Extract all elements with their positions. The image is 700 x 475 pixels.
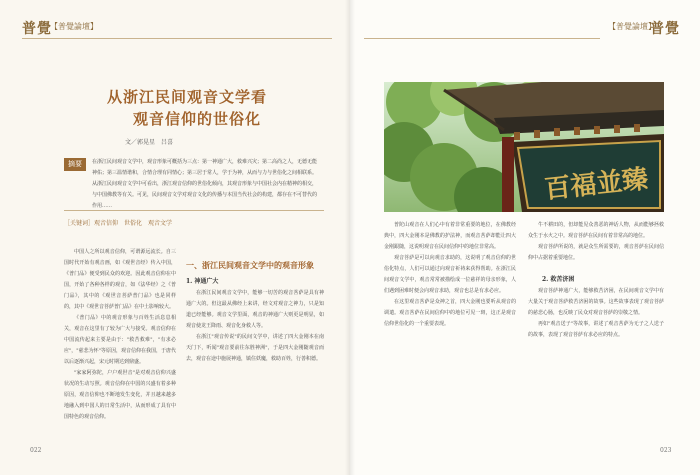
- left-logo: 普覺: [22, 21, 52, 37]
- abstract-divider: [64, 210, 324, 211]
- paragraph: "家家阿弥陀，户户观世音"是对观音信仰兴盛状况的生动写照。观音信仰在中国的兴盛有着多种原因，观音信仰也不断地发生变化，并且越来越多地融入到中国人的日常生活中，从而形成了具有中国特色的观音信仰。: [64, 370, 176, 420]
- paragraph: 牛不耕田的，但却能见众善恶的神话人物，从而能够拯救众生于水火之中。观音菩萨在民间有着非常高的地位。: [528, 222, 664, 239]
- right-column-2-top: [528, 220, 664, 268]
- right-logo: 普覺: [650, 21, 680, 37]
- title-line-1: 从浙江民间观音文学看: [106, 88, 267, 106]
- paragraph: 观音菩萨神通广大，能够救苦济困，在民间观音文学中有大量关于观音菩萨救苦济困的故事。这些故事表现了观音菩萨的慈悲心肠，也反映了民众对观音菩萨的崇敬之情。: [528, 288, 664, 316]
- right-column-2-bottom: [528, 286, 664, 438]
- section-heading: 一、浙江民间观音文学中的观音形象: [186, 260, 314, 270]
- subsection-heading: 2. 救苦济困: [542, 276, 575, 283]
- paragraph: 普陀山观音在人们心中有着非常重要的地位，在佛教经典中，四大金刚本是佛教的护法神，而观音菩萨却能让四大金刚跟随，这说明观音在民间信仰中的地位非常高。: [384, 222, 516, 250]
- author-line: 文／郭晃星 吕喜: [125, 139, 174, 146]
- paragraph: 《普门品》中的观音形象与百姓生活息息相关，观音在这里有了较为广大与接受。观音信仰在中国流传起来主要是由于："救苦救难"，"有求必应"，"慈悲为怀"等原因，观音信仰在我国，于唐代以后逐渐兴起，宋元时期达到鼎盛。: [64, 315, 176, 365]
- left-column-2: [186, 288, 324, 436]
- left-section-label: 【普覺論壇】: [50, 22, 98, 31]
- page-number-left: 022: [30, 447, 42, 454]
- right-page: [350, 0, 700, 475]
- paragraph: 再如"观音送子"等故事，讲述了观音菩萨为无子之人送子的故事，表现了观音菩萨有求必应的特点。: [528, 321, 664, 338]
- paragraph: 在浙江"观音传说"的民间文学中，讲述了四大金刚本在南天门下，听闻"观音要前往东胜神洲"，于是四大金刚随观音而去，观音在途中施展神通，镇住妖魔，救助百姓，行善积德。: [186, 334, 324, 362]
- plaque-text: 百福並臻: [543, 164, 650, 206]
- abstract-label: 摘要: [64, 158, 86, 171]
- paragraph: 中国人之所以观音信仰，可谓源远流长。自三国时代开始有观音画，如《观世音经》传入中国，《普门品》便受到民众的欢迎。因此观音信仰在中国，开始了各种各样的观音，如《法华经》之《普门品》，其中的《观世音菩萨普门品》也是同样的，其中《观世音菩萨普门品》在中土影响较大。: [64, 249, 176, 310]
- left-column-1: [64, 247, 176, 437]
- page-number-right: 023: [660, 447, 672, 454]
- paragraph: 在这里观音菩萨是众神之首，四大金刚也要听从观音的调遣。观音菩萨在民间信仰中的地位可见一斑，这正是观音信仰世俗化的一个重要表现。: [384, 299, 516, 327]
- subsection-heading: 1. 神通广大: [186, 278, 219, 285]
- left-header-rule: [22, 38, 332, 39]
- article-title: [92, 86, 282, 130]
- paragraph: 观音菩萨是可以向观音求助的，这说明了观音信仰的世俗化特点，人们可以通过向观音祈祷来获得帮助。在浙江民间观音文学中，观音常常被描绘成一位慈祥的母亲形象，人们遇到困难时便会向观音求助，观音也总是有求必应。: [384, 255, 516, 294]
- right-section-label: 【普覺論壇】: [608, 22, 656, 31]
- spine-shadow: [345, 0, 355, 475]
- title-line-2: 观音信仰的世俗化: [132, 110, 261, 128]
- paragraph: 观音菩萨所说的，就是众生所需要的，观音菩萨在民间信仰中占据着重要地位。: [528, 244, 664, 261]
- right-column-1: [384, 220, 516, 440]
- temple-plaque-photo: [384, 82, 664, 212]
- paragraph: 在浙江民间观音文学中，能够一切苦的观音菩萨是具有神通广大的。但这最从佛经上来讲，经文对观音之神力，只是知道已经能够。观音文学里面，观音的神通广大则更是明显，如观音使龙王降雨、观音化身救人等。: [186, 290, 324, 329]
- temple-plaque-illustration: [384, 82, 664, 212]
- keywords: ［关键词］观音信仰 世俗化 观音文学: [64, 220, 173, 227]
- abstract-text: 在浙江民间观音文学中，观音形象可概括为三点：第一神通广大，救难兴灾；第二高尚之人，无德无能神佑；第三温情谐和，合情合理有同情心；第三居于常人，学于为神，从而与力与世俗化之间相联系。从浙江民间观音文学中可看出，浙江观音信仰的世俗化倾向，其观音形象与中国社会内在精神的相交，与中国佛教等有关。可见，民间观音文学对观音文化的传播与本国当代社会的构建，都存在不可替代的作用……: [92, 159, 318, 209]
- right-header-rule: [364, 38, 600, 39]
